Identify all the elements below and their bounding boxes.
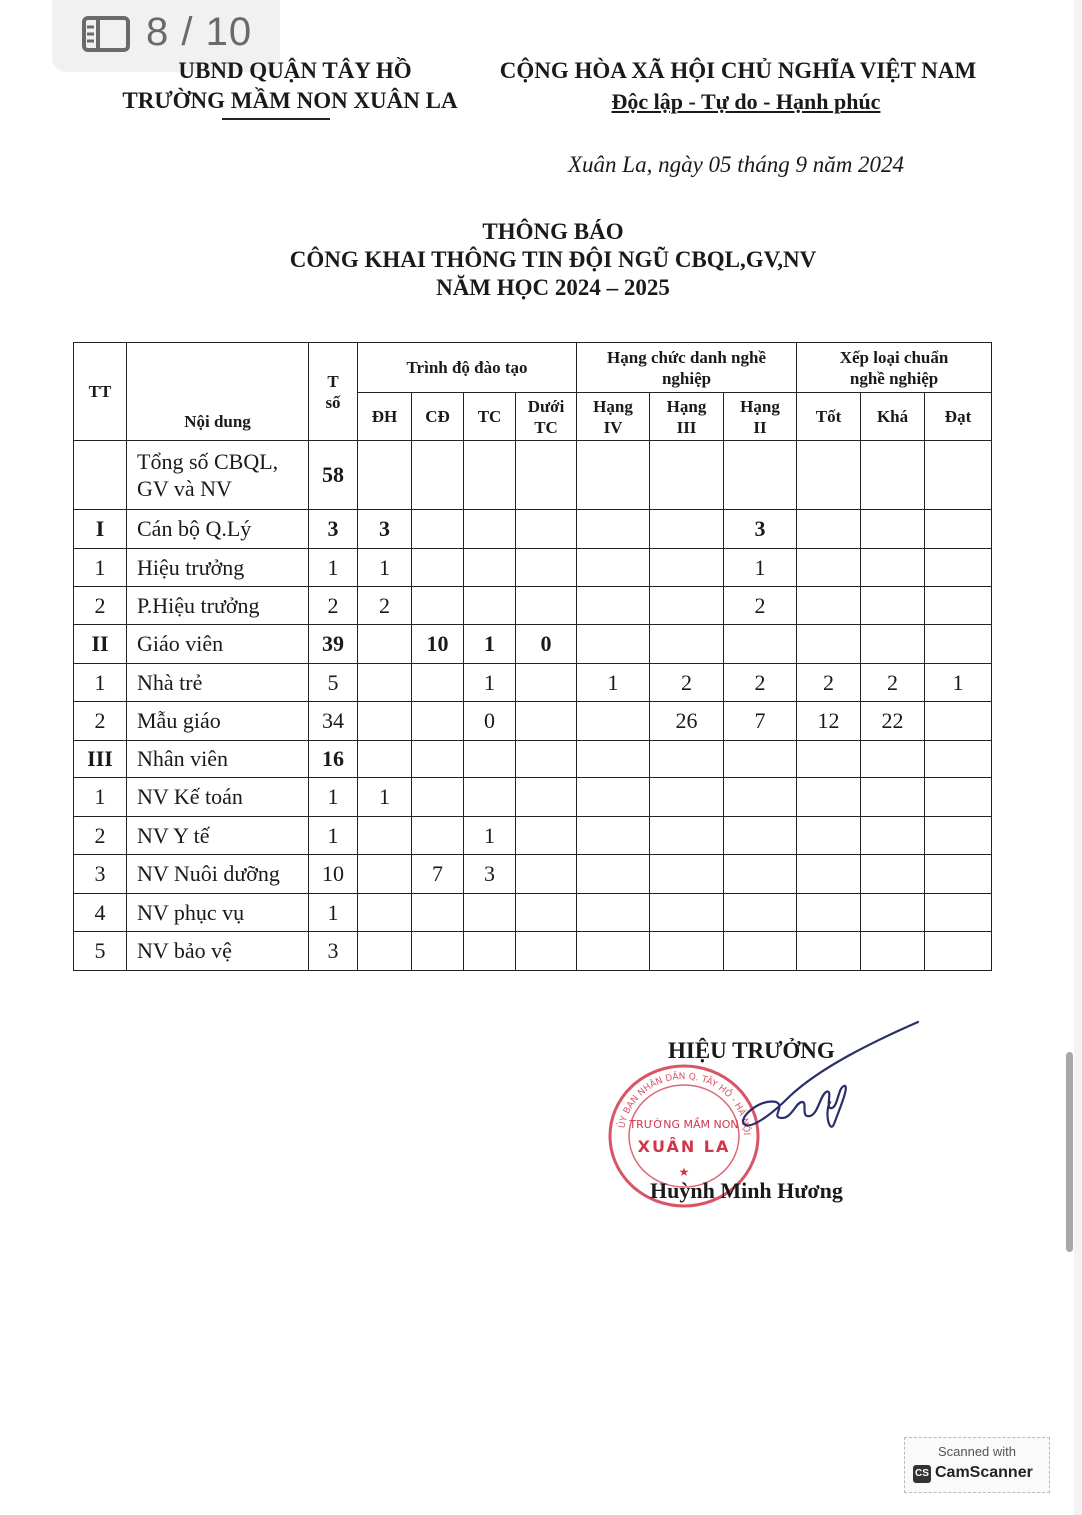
cell-hang-iii xyxy=(650,587,724,625)
table-row xyxy=(74,441,992,510)
header-cd: CĐ xyxy=(412,393,464,441)
cell-total: 16 xyxy=(309,741,358,778)
cell-hang-iii xyxy=(650,741,724,778)
cell-tc: 1 xyxy=(464,664,516,702)
header-duoi-tc-line2: TC xyxy=(534,417,558,437)
cell-hang-ii xyxy=(724,817,797,855)
cell-hang-iv xyxy=(577,587,650,625)
cell-hang-ii: 1 xyxy=(724,549,797,587)
signature-title: HIỆU TRƯỞNG xyxy=(668,1038,835,1063)
header-hang-iv xyxy=(577,393,650,441)
cell-hang-iv xyxy=(577,441,650,510)
cell-hang-iii xyxy=(650,510,724,549)
cell-hang-iv xyxy=(577,741,650,778)
cell-tc: 3 xyxy=(464,855,516,894)
cell-content: NV Kế toán xyxy=(127,778,309,817)
cell-tc xyxy=(464,741,516,778)
cell-cd: 10 xyxy=(412,625,464,664)
cell-dat xyxy=(925,817,992,855)
cell-tot xyxy=(797,549,861,587)
cell-total: 2 xyxy=(309,587,358,625)
header-hang-ii xyxy=(724,393,797,441)
header-tc: TC xyxy=(464,393,516,441)
stamp-star-icon: ★ xyxy=(678,1165,690,1179)
cell-cd xyxy=(412,441,464,510)
cell-kha xyxy=(861,510,925,549)
cell-hang-iv: 1 xyxy=(577,664,650,702)
cell-tot xyxy=(797,510,861,549)
cell-total: 58 xyxy=(309,441,358,510)
cell-kha xyxy=(861,932,925,971)
table-row xyxy=(74,778,992,817)
cell-hang-ii xyxy=(724,855,797,894)
cell-hang-iv xyxy=(577,625,650,664)
staff-table xyxy=(73,342,992,971)
cell-duoi-tc xyxy=(516,894,577,932)
cell-total: 1 xyxy=(309,894,358,932)
cell-content: NV Nuôi dưỡng xyxy=(127,855,309,894)
cell-kha: 22 xyxy=(861,702,925,741)
header-hang-iii xyxy=(650,393,724,441)
cell-cd xyxy=(412,510,464,549)
cell-tt: 1 xyxy=(74,778,127,817)
cell-duoi-tc xyxy=(516,441,577,510)
cell-tt: 2 xyxy=(74,702,127,741)
cell-hang-iii: 2 xyxy=(650,664,724,702)
cell-tt: 5 xyxy=(74,932,127,971)
camscanner-watermark xyxy=(904,1437,1050,1493)
cell-hang-ii xyxy=(724,625,797,664)
cell-dh xyxy=(358,625,412,664)
header-dh: ĐH xyxy=(358,393,412,441)
doc-year: NĂM HỌC 2024 – 2025 xyxy=(436,275,670,300)
camscanner-logo-icon: CS xyxy=(913,1465,931,1483)
cell-cd xyxy=(412,741,464,778)
cell-content: NV bảo vệ xyxy=(127,932,309,971)
cell-dh xyxy=(358,894,412,932)
header-duoi-tc-line1: Dưới xyxy=(527,396,565,416)
cell-cd: 7 xyxy=(412,855,464,894)
cell-hang-iv xyxy=(577,855,650,894)
cell-total: 3 xyxy=(309,932,358,971)
cell-duoi-tc xyxy=(516,817,577,855)
header-total-line2: số xyxy=(325,392,341,412)
cell-content xyxy=(127,441,309,510)
table-row xyxy=(74,932,992,971)
cell-hang-ii xyxy=(724,778,797,817)
cell-dh: 3 xyxy=(358,510,412,549)
table-row xyxy=(74,817,992,855)
cell-cd xyxy=(412,894,464,932)
doc-title: THÔNG BÁO xyxy=(482,219,624,244)
watermark-line1: Scanned with xyxy=(937,1444,1017,1459)
signer-name: Huỳnh Minh Hương xyxy=(650,1178,843,1203)
table-row xyxy=(74,549,992,587)
stamp-text-name: XUÂN LA xyxy=(637,1137,731,1156)
cell-tt: 2 xyxy=(74,587,127,625)
cell-hang-iii xyxy=(650,549,724,587)
cell-tot xyxy=(797,741,861,778)
header-hang-iv-line1: Hạng xyxy=(593,396,633,416)
cell-cd xyxy=(412,702,464,741)
table-row xyxy=(74,587,992,625)
cell-dat xyxy=(925,549,992,587)
cell-tot: 2 xyxy=(797,664,861,702)
table-row xyxy=(74,894,992,932)
header-duoi-tc xyxy=(516,393,577,441)
header-hang-iii-line2: III xyxy=(676,417,697,437)
cell-duoi-tc xyxy=(516,702,577,741)
handwritten-signature xyxy=(730,1018,930,1158)
cell-dh xyxy=(358,817,412,855)
cell-dh: 2 xyxy=(358,587,412,625)
cell-kha xyxy=(861,894,925,932)
cell-tt: I xyxy=(74,510,127,549)
cell-tt: 4 xyxy=(74,894,127,932)
cell-kha xyxy=(861,549,925,587)
scrollbar[interactable] xyxy=(1066,1052,1073,1252)
cell-hang-iv xyxy=(577,817,650,855)
cell-cd xyxy=(412,778,464,817)
cell-hang-iii xyxy=(650,625,724,664)
cell-duoi-tc xyxy=(516,778,577,817)
table-row xyxy=(74,625,992,664)
header-tt: TT xyxy=(74,343,127,441)
cell-tt: II xyxy=(74,625,127,664)
cell-content: Mẫu giáo xyxy=(127,702,309,741)
date-line: Xuân La, ngày 05 tháng 9 năm 2024 xyxy=(568,152,905,177)
cell-total: 3 xyxy=(309,510,358,549)
cell-duoi-tc xyxy=(516,932,577,971)
cell-hang-ii: 2 xyxy=(724,587,797,625)
page-list-icon xyxy=(82,16,130,52)
header-standard xyxy=(797,343,992,393)
cell-tt: III xyxy=(74,741,127,778)
cell-duoi-tc xyxy=(516,510,577,549)
cell-hang-ii: 7 xyxy=(724,702,797,741)
header-total xyxy=(309,343,358,441)
cell-total: 1 xyxy=(309,817,358,855)
cell-hang-iv xyxy=(577,778,650,817)
cell-content: Giáo viên xyxy=(127,625,309,664)
cell-kha xyxy=(861,778,925,817)
cell-tot xyxy=(797,855,861,894)
cell-duoi-tc xyxy=(516,855,577,894)
cell-dat xyxy=(925,778,992,817)
cell-total: 1 xyxy=(309,549,358,587)
stamp-text-school: TRƯỜNG MẦM NON xyxy=(629,1118,739,1131)
cell-hang-iii xyxy=(650,855,724,894)
cell-dh: 1 xyxy=(358,549,412,587)
cell-dat xyxy=(925,894,992,932)
cell-tc xyxy=(464,549,516,587)
cell-dat xyxy=(925,702,992,741)
cell-tc xyxy=(464,894,516,932)
cell-kha xyxy=(861,817,925,855)
cell-content: P.Hiệu trưởng xyxy=(127,587,309,625)
cell-content: NV Y tế xyxy=(127,817,309,855)
header-hang-ii-line2: II xyxy=(753,417,767,437)
cell-hang-ii: 3 xyxy=(724,510,797,549)
cell-content: Nhà trẻ xyxy=(127,664,309,702)
header-training: Trình độ đào tạo xyxy=(358,343,577,393)
cell-dh xyxy=(358,741,412,778)
cell-cd xyxy=(412,549,464,587)
cell-kha xyxy=(861,587,925,625)
district-name: UBND QUẬN TÂY HỒ xyxy=(178,58,412,83)
cell-tc: 0 xyxy=(464,702,516,741)
cell-tot xyxy=(797,894,861,932)
cell-dh xyxy=(358,855,412,894)
cell-hang-iii: 26 xyxy=(650,702,724,741)
page-edge xyxy=(1074,0,1082,1515)
header-dat: Đạt xyxy=(925,393,992,441)
header-hang-iv-line2: IV xyxy=(603,417,623,437)
cell-content: Hiệu trưởng xyxy=(127,549,309,587)
cell-tc: 1 xyxy=(464,625,516,664)
cell-cd xyxy=(412,664,464,702)
cell-dh xyxy=(358,932,412,971)
header-kha: Khá xyxy=(861,393,925,441)
header-hang-ii-line1: Hạng xyxy=(740,396,780,416)
table-row xyxy=(74,510,992,549)
doc-subtitle: CÔNG KHAI THÔNG TIN ĐỘI NGŨ CBQL,GV,NV xyxy=(289,247,817,272)
cell-duoi-tc xyxy=(516,549,577,587)
cell-tot xyxy=(797,587,861,625)
cell-hang-iii xyxy=(650,778,724,817)
header-rank xyxy=(577,343,797,393)
cell-tot xyxy=(797,932,861,971)
cell-cd xyxy=(412,817,464,855)
motto: Độc lập - Tự do - Hạnh phúc xyxy=(611,89,881,114)
cell-hang-iv xyxy=(577,894,650,932)
cell-hang-ii xyxy=(724,932,797,971)
school-underline xyxy=(222,118,330,120)
cell-hang-iii xyxy=(650,441,724,510)
cell-tc: 1 xyxy=(464,817,516,855)
table-row xyxy=(74,702,992,741)
cell-kha xyxy=(861,625,925,664)
header-total-line1: T xyxy=(327,371,339,391)
table-row xyxy=(74,741,992,778)
cell-tc xyxy=(464,441,516,510)
cell-tot: 12 xyxy=(797,702,861,741)
header-tot: Tốt xyxy=(797,393,861,441)
cell-cd xyxy=(412,587,464,625)
cell-kha xyxy=(861,855,925,894)
header-standard-line2: nghề nghiệp xyxy=(849,368,939,388)
cell-dat xyxy=(925,625,992,664)
cell-total: 34 xyxy=(309,702,358,741)
header-rank-line2: nghiệp xyxy=(661,368,712,388)
cell-tt: 1 xyxy=(74,664,127,702)
cell-content-line1: Tổng số CBQL, xyxy=(137,449,279,474)
cell-content: Cán bộ Q.Lý xyxy=(127,510,309,549)
cell-hang-ii: 2 xyxy=(724,664,797,702)
cell-dat xyxy=(925,741,992,778)
cell-kha xyxy=(861,441,925,510)
cell-hang-iv xyxy=(577,702,650,741)
cell-dh xyxy=(358,441,412,510)
cell-kha xyxy=(861,741,925,778)
school-name: TRƯỜNG MẦM NON XUÂN LA xyxy=(122,88,458,113)
cell-content: Nhân viên xyxy=(127,741,309,778)
cell-hang-iii xyxy=(650,817,724,855)
cell-hang-ii xyxy=(724,741,797,778)
cell-total: 1 xyxy=(309,778,358,817)
cell-tot xyxy=(797,625,861,664)
header-hang-iii-line1: Hạng xyxy=(666,396,707,416)
cell-duoi-tc: 0 xyxy=(516,625,577,664)
cell-tt: 1 xyxy=(74,549,127,587)
cell-kha: 2 xyxy=(861,664,925,702)
stamp-ring-text: ỦY BAN NHÂN DÂN Q. TÂY HỒ - HÀ NỘI xyxy=(617,1071,752,1136)
cell-cd xyxy=(412,932,464,971)
cell-tot xyxy=(797,778,861,817)
table-row xyxy=(74,855,992,894)
cell-dat xyxy=(925,441,992,510)
cell-total: 10 xyxy=(309,855,358,894)
cell-hang-ii xyxy=(724,441,797,510)
cell-dat xyxy=(925,932,992,971)
cell-content: NV phục vụ xyxy=(127,894,309,932)
cell-tc xyxy=(464,778,516,817)
cell-hang-iv xyxy=(577,549,650,587)
cell-hang-iii xyxy=(650,894,724,932)
cell-dat: 1 xyxy=(925,664,992,702)
cell-tc xyxy=(464,587,516,625)
cell-tot xyxy=(797,817,861,855)
cell-hang-iv xyxy=(577,510,650,549)
cell-tot xyxy=(797,441,861,510)
cell-tt: 2 xyxy=(74,817,127,855)
cell-hang-iv xyxy=(577,932,650,971)
cell-dat xyxy=(925,510,992,549)
cell-tt xyxy=(74,441,127,510)
cell-dat xyxy=(925,855,992,894)
cell-duoi-tc xyxy=(516,741,577,778)
cell-hang-ii xyxy=(724,894,797,932)
cell-tt: 3 xyxy=(74,855,127,894)
cell-duoi-tc xyxy=(516,664,577,702)
cell-content-line2: GV và NV xyxy=(137,476,232,501)
cell-total: 5 xyxy=(309,664,358,702)
cell-dat xyxy=(925,587,992,625)
cell-duoi-tc xyxy=(516,587,577,625)
header-content: Nội dung xyxy=(127,343,309,441)
cell-hang-iii xyxy=(650,932,724,971)
cell-dh: 1 xyxy=(358,778,412,817)
cell-tc xyxy=(464,510,516,549)
watermark-line2: CamScanner xyxy=(935,1464,1033,1481)
cell-tc xyxy=(464,932,516,971)
cell-dh xyxy=(358,664,412,702)
table-row xyxy=(74,664,992,702)
page-counter: 8 / 10 xyxy=(146,10,253,54)
cell-dh xyxy=(358,702,412,741)
header-rank-line1: Hạng chức danh nghề xyxy=(607,347,767,367)
cell-total: 39 xyxy=(309,625,358,664)
country-name: CỘNG HÒA XÃ HỘI CHỦ NGHĨA VIỆT NAM xyxy=(499,58,977,83)
header-standard-line1: Xếp loại chuẩn xyxy=(839,347,949,367)
